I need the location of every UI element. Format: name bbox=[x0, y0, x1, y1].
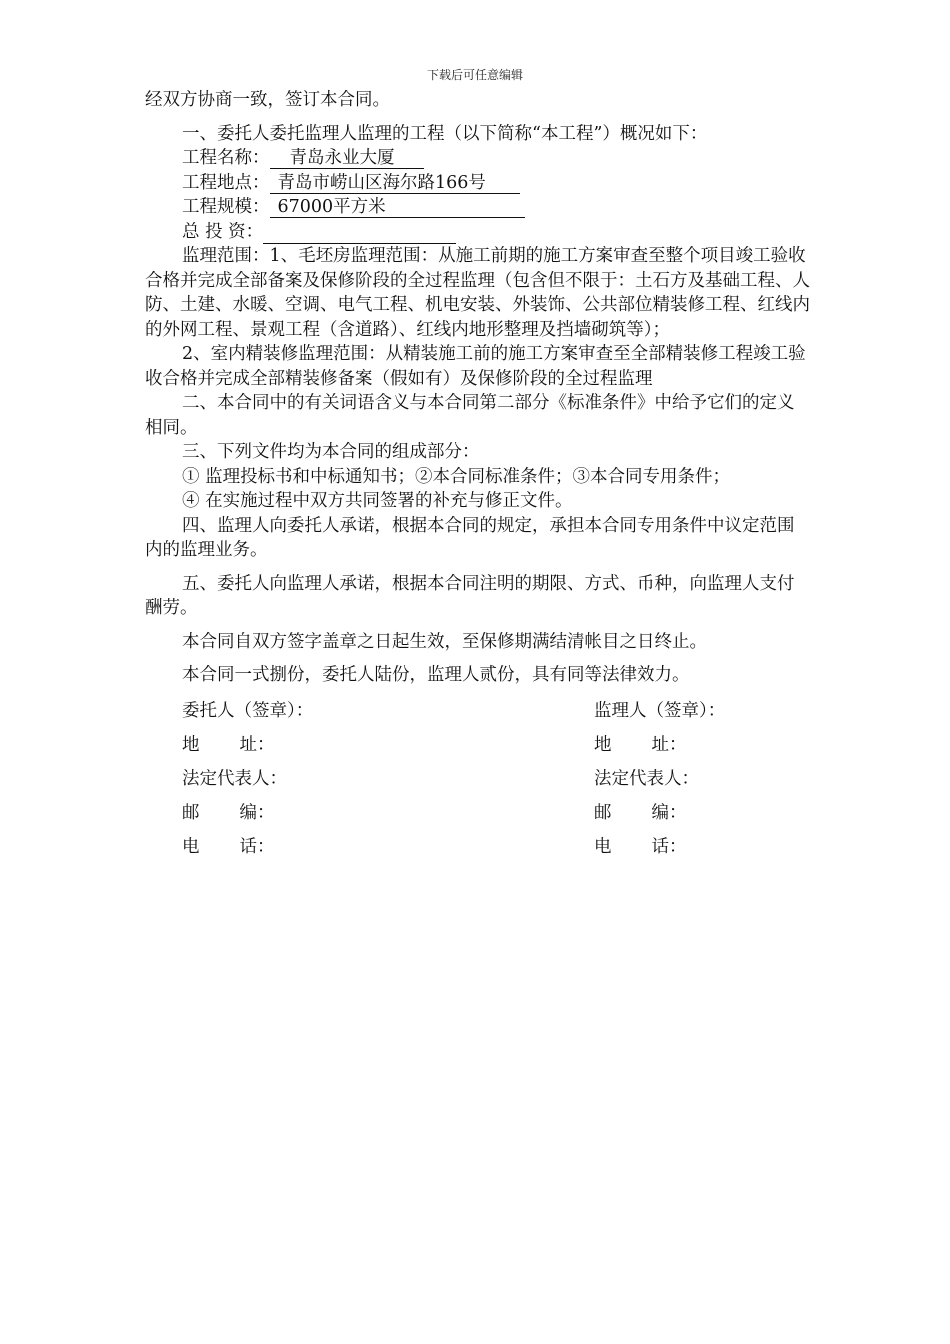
client-signature-label: 委托人（签章）： bbox=[182, 700, 314, 721]
effective-clause: 本合同自双方签字盖章之日起生效，至保修期满结清帐目之日终止。 bbox=[182, 631, 707, 652]
project-scale-value: 67000平方米 bbox=[270, 197, 525, 218]
supervisor-legal-rep-label: 法定代表人： bbox=[594, 768, 699, 789]
supervisor-address-label: 地 址： bbox=[594, 734, 687, 755]
clause-3: 三、下列文件均为本合同的组成部分： bbox=[182, 442, 480, 462]
project-name-row bbox=[145, 146, 810, 171]
legal-rep-row bbox=[145, 761, 810, 795]
documents-line-2: ④ 在实施过程中双方共同签署的补充与修正文件。 bbox=[182, 491, 573, 511]
project-location-row bbox=[145, 171, 810, 196]
postcode-row bbox=[145, 795, 810, 829]
client-legal-rep-label: 法定代表人： bbox=[182, 768, 287, 789]
clause-1: 一、委托人委托监理人监理的工程（以下简称“本工程”）概况如下： bbox=[182, 123, 708, 144]
project-scale-row bbox=[145, 195, 810, 220]
clause-5: 五、委托人向监理人承诺，根据本合同注明的期限、方式、币种，向监理人支付酬劳。 bbox=[145, 573, 795, 618]
scope-1: 监理范围：1、毛坯房监理范围：从施工前期的施工方案审查至整个项目竣工验收合格并完成全部备案及保修阶段的全过程监理（包含但不限于：土石方及基础工程、人防、土建、水暖、空调、电气工程、机电安装、外装饰、公共部位精装修工程、红线内的外网工程、景观工程（含道路）、红线内地形整理及挡墙砌筑等）； bbox=[145, 246, 810, 340]
investment-label: 总 投 资： bbox=[182, 221, 264, 242]
client-postcode-label: 邮 编： bbox=[182, 802, 275, 823]
investment-row bbox=[145, 220, 810, 245]
project-scale-label: 工程规模： bbox=[182, 197, 270, 217]
supervisor-signature-label: 监理人（签章）： bbox=[594, 700, 726, 721]
clause-4: 四、监理人向委托人承诺，根据本合同的规定，承担本合同专用条件中议定范围内的监理业务。 bbox=[145, 515, 795, 560]
scope-2: 2、室内精装修监理范围：从精装施工前的施工方案审查至全部精装修工程竣工验收合格并完成全部精装修备案（假如有）及保修阶段的全过程监理 bbox=[145, 344, 806, 389]
supervisor-postcode-label: 邮 编： bbox=[594, 802, 687, 823]
intro-paragraph: 经双方协商一致，签订本合同。 bbox=[145, 90, 390, 110]
page-header: 下载后可任意编辑 bbox=[426, 68, 523, 82]
project-name-value: 青岛永业大厦 bbox=[270, 148, 424, 169]
documents-line-1: ① 监理投标书和中标通知书；②本合同标准条件；③本合同专用条件； bbox=[182, 466, 731, 487]
client-address-label: 地 址： bbox=[182, 734, 275, 755]
project-name-label: 工程名称： bbox=[182, 148, 270, 168]
contract-body bbox=[145, 88, 810, 863]
client-phone-label: 电 话： bbox=[182, 836, 275, 857]
project-location-value: 青岛市崂山区海尔路166号 bbox=[270, 173, 520, 194]
project-location-label: 工程地点： bbox=[182, 172, 270, 193]
address-row bbox=[145, 727, 810, 761]
investment-blank-line bbox=[263, 223, 456, 244]
phone-row bbox=[145, 829, 810, 863]
clause-2: 二、本合同中的有关词语含义与本合同第二部分《标准条件》中给予它们的定义相同。 bbox=[145, 393, 795, 438]
signature-title-row bbox=[145, 693, 810, 727]
copies-clause: 本合同一式捌份，委托人陆份，监理人贰份，具有同等法律效力。 bbox=[182, 665, 690, 685]
supervisor-phone-label: 电 话： bbox=[594, 836, 687, 857]
